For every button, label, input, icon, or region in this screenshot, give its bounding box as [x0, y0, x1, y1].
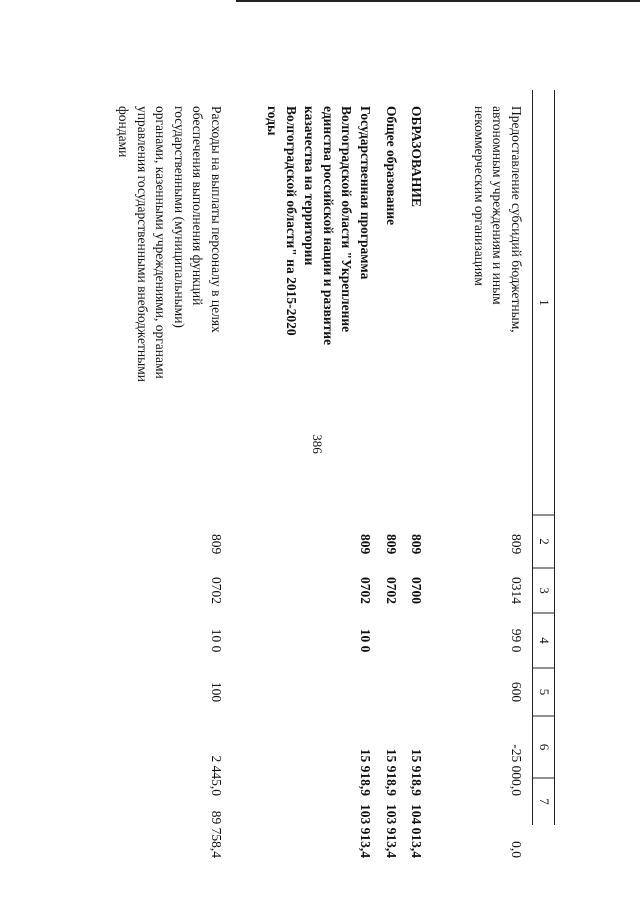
- table-cell-program: 10 0: [209, 628, 224, 653]
- table-cell-type: 600: [509, 681, 524, 703]
- table-row-name: Предоставление субсидий бюджетным, автономным учреждениям и иным некоммерческим организациям: [472, 106, 524, 333]
- table-row-name: Общее образование: [384, 106, 399, 226]
- header-col-1: 1: [537, 299, 552, 306]
- table-cell-section: 0702: [358, 577, 373, 604]
- table-cell-code: 809: [358, 534, 373, 555]
- table-cell-change: -25 000,0: [509, 744, 524, 796]
- table-cell-change: 15 918,9: [384, 748, 399, 796]
- table-cell-section: 0702: [384, 577, 399, 604]
- table-cell-change: 2 445,0: [209, 755, 224, 796]
- budget-table: [75, 90, 555, 858]
- table-cell-code: 809: [209, 534, 224, 555]
- table-row-name: Государственная программа Волгоградской области "Укрепление единства российской нации и развитие казачества на территории Волгоградской области" на 2015-2020 годы: [265, 106, 373, 346]
- table-cell-code: 809: [509, 534, 524, 555]
- table-row-name: ОБРАЗОВАНИЕ: [409, 106, 424, 207]
- table-cell-section: 0700: [409, 577, 424, 604]
- table-cell-change: 15 918,9: [358, 748, 373, 796]
- table-row-name: Расходы на выплаты персоналу в целях обеспечения выполнения функций государственными (муниципальными) органами, казенными учреждениями, органами управления государственными внебюджетными фондами: [116, 106, 224, 382]
- table-cell-section: 0314: [509, 577, 524, 604]
- table-cell-code: 809: [409, 534, 424, 555]
- table-cell-total: 104 013,4: [409, 804, 424, 858]
- page-number: 386: [310, 434, 325, 454]
- header-col-6: 6: [537, 743, 552, 751]
- table-cell-type: 100: [209, 681, 224, 703]
- header-col-7: 7: [537, 798, 552, 805]
- header-col-2: 2: [537, 538, 552, 545]
- top-rule: [236, 0, 640, 2]
- table-cell-total: 103 913,4: [358, 804, 373, 858]
- header-col-4: 4: [537, 637, 552, 644]
- table-cell-section: 0702: [209, 577, 224, 604]
- table-cell-total: 103 913,4: [384, 804, 399, 858]
- table-cell-total: 0,0: [509, 841, 524, 858]
- table-cell-program: 10 0: [358, 628, 373, 653]
- header-col-5: 5: [537, 688, 552, 696]
- table-cell-total: 89 758,4: [209, 810, 224, 858]
- table-cell-code: 809: [384, 534, 399, 555]
- header-col-3: 3: [537, 587, 552, 594]
- table-cell-change: 15 918,9: [409, 748, 424, 796]
- table-cell-program: 99 0: [509, 628, 524, 653]
